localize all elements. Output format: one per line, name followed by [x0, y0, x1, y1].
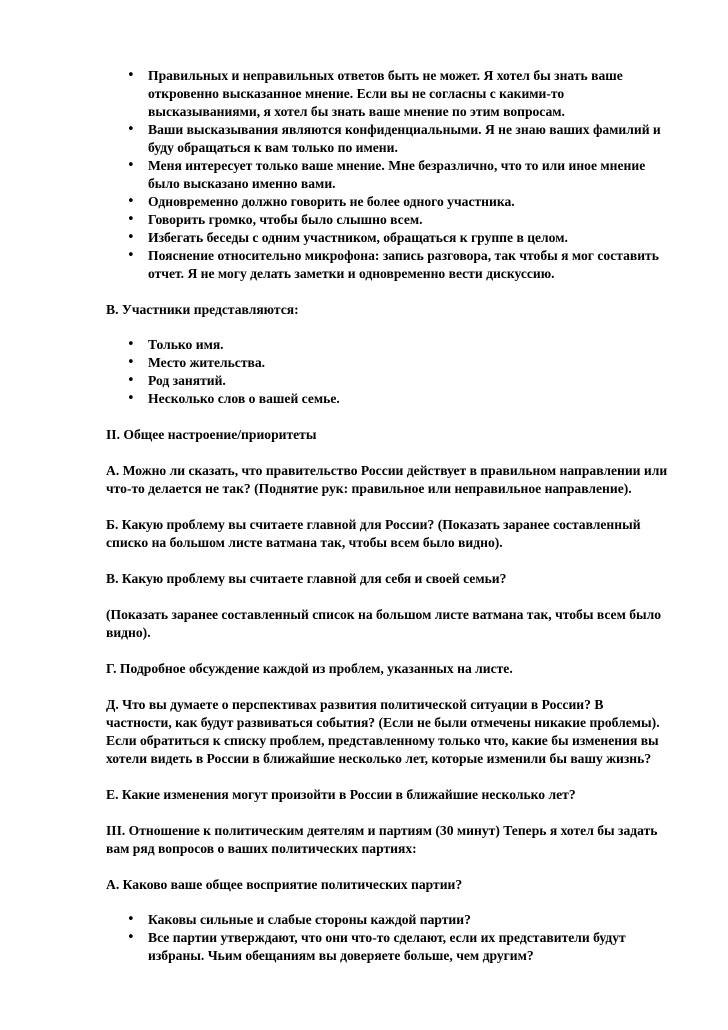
- list-item: • Род занятий.: [106, 372, 670, 390]
- list-item: • Только имя.: [106, 336, 670, 354]
- list-item: • Несколько слов о вашей семье.: [106, 390, 670, 408]
- question-e: Е. Какие изменения могут произойти в России в ближайшие несколько лет?: [106, 787, 576, 802]
- list-item: • Одновременно должно говорить не более одного участника.: [106, 193, 670, 211]
- question-v: В. Какую проблему вы считаете главной для себя и своей семьи?: [106, 571, 507, 586]
- section-2-heading: II. Общее настроение/приоритеты: [106, 427, 317, 442]
- discussion-rules-list: [106, 67, 670, 283]
- question-g: Г. Подробное обсуждение каждой из проблем, указанных на листе.: [106, 661, 513, 676]
- list-item: • Правильных и неправильных ответов быть не может. Я хотел бы знать ваше откровенно высказанное мнение. Если вы не согласны с какими-то высказываниями, я хотел бы знать ваше мнение по этим вопросам.: [106, 67, 670, 121]
- participants-list: [106, 336, 670, 408]
- list-item: • Каковы сильные и слабые стороны каждой партии?: [106, 911, 670, 929]
- question-v-note: (Показать заранее составленный список на большом листе ватмана так, чтобы всем было видно).: [106, 607, 662, 640]
- list-item: • Говорить громко, чтобы было слышно всем.: [106, 211, 670, 229]
- question-d: Д. Что вы думаете о перспективах развития политической ситуации в России? В частности, как будут развиваться события? (Если не были отмечены никакие проблемы). Если обратиться к списку проблем, представленному только что, какие бы изменения вы хотели видеть в России в ближайшие несколько лет, которые изменили бы вашу жизнь?: [106, 697, 660, 766]
- list-item: • Меня интересует только ваше мнение. Мне безразлично, что то или иное мнение было высказано именно вами.: [106, 157, 670, 193]
- question-b: Б. Какую проблему вы считаете главной для России? (Показать заранее составленный списко на большом листе ватмана так, чтобы всем было видно).: [106, 517, 641, 550]
- list-item: • Пояснение относительно микрофона: запись разговора, так чтобы я мог составить отчет. Я не могу делать заметки и одновременно вести дискуссию.: [106, 247, 670, 283]
- list-item: • Все партии утверждают, что они что-то сделают, если их представители будут избраны. Чьим обещаниям вы доверяете больше, чем другим?: [106, 929, 670, 965]
- list-item: • Ваши высказывания являются конфиденциальными. Я не знаю ваших фамилий и буду обращаться к вам только по имени.: [106, 121, 670, 157]
- section-3-question-a: А. Каково ваше общее восприятие политических партии?: [106, 877, 463, 892]
- list-item: • Избегать беседы с одним участником, обращаться к группе в целом.: [106, 229, 670, 247]
- list-item: • Место жительства.: [106, 354, 670, 372]
- section-b-heading: B. Участники представляются:: [106, 302, 299, 317]
- question-a: А. Можно ли сказать, что правительство России действует в правильном направлении или что-то делается не так? (Поднятие рук: правильное или неправильное направление).: [106, 463, 668, 496]
- section-3-intro: III. Отношение к политическим деятелям и партиям (30 минут) Теперь я хотел бы задать вам ряд вопросов о ваших политических партиях:: [106, 823, 658, 856]
- parties-questions-list: [106, 911, 670, 965]
